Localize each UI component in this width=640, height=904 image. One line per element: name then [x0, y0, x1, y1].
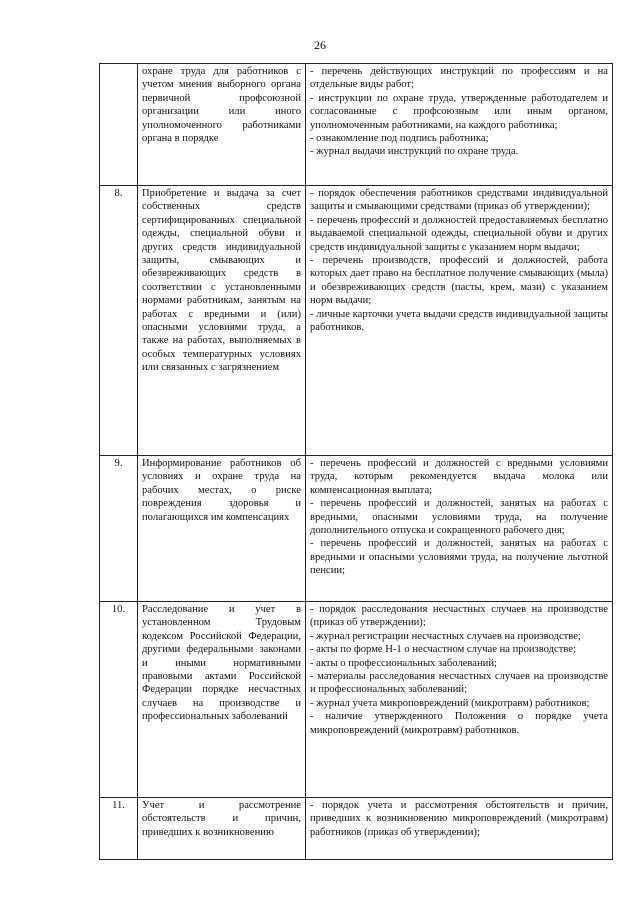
document-item: - перечень профессий и должностей, занятых на работах с вредными и опасными условиями труда, на получение льготной пенсии;: [310, 538, 608, 577]
requirement-text: Расследование и учет в установленном Трудовым кодексом Российской Федерации, другими федеральными законами и иными нормативными правовыми актами Российской Федерации порядке несчастных случаев на производстве и профессиональных заболеваний: [138, 602, 306, 798]
document-item: - акты о профессиональных заболеваний;: [310, 657, 497, 669]
requirements-table: [99, 63, 613, 860]
row-number: 8.: [100, 186, 138, 456]
requirement-text: Информирование работников об условиях и охране труда на рабочих местах, о риске повреждения здоровья и полагающихся им компенсациях: [138, 456, 306, 602]
requirement-text: охране труда для работников с учетом мнения выборного органа первичной профсоюзной организации или иного уполномоченного работниками органа в порядке: [138, 64, 306, 186]
document-item: - порядок расследования несчастных случаев на производстве (приказ об утверждении);: [310, 604, 608, 629]
document-item: - перечень производств, профессий и должностей, работа которых дает право на бесплатное получение смывающих (мыла) и обезвреживающих средств (пасты, крем, мази) с указанием норм выдачи;: [310, 255, 608, 307]
document-item: - инструкции по охране труда, утвержденные работодателем и согласованные с профсоюзным или иным органом, уполномоченным работниками, на каждого работника;: [310, 92, 608, 131]
document-item: - журнал учета микроповреждений (микротравм) работников;: [310, 697, 590, 709]
document-item: - материалы расследования несчастных случаев на производстве и профессиональных заболеваний;: [310, 671, 608, 696]
row-number: [100, 64, 138, 186]
document-item: - личные карточки учета выдачи средств индивидуальной защиты работников.: [310, 308, 608, 334]
document-item: - журнал регистрации несчастных случаев на производстве;: [310, 630, 581, 642]
document-item: - порядок обеспечения работников средствами индивидуальной защиты и смывающими средствами (приказ об утверждении);: [310, 188, 608, 213]
documents-cell: [306, 456, 613, 602]
documents-cell: [306, 186, 613, 456]
table-row: [100, 602, 613, 798]
row-number: 11.: [100, 798, 138, 860]
document-item: - перечень профессий и должностей, занятых на работах с вредными, опасными условиями труда, на получение дополнительного отпуска и сокращенного рабочего дня;: [310, 498, 608, 537]
document-item: - ознакомление под подпись работника;: [310, 133, 489, 145]
document-item: - перечень профессий и должностей предоставляемых бесплатно выдаваемой специальной одежды, специальной обуви и других средств индивидуальной защиты с указанием норм выдачи;: [310, 214, 608, 253]
document-item: - наличие утвержденного Положения о порядке учета микроповреждений (микротравм) работников.: [310, 711, 608, 736]
table-row: [100, 798, 613, 860]
document-item: - акты по форме Н-1 о несчастном случае на производстве;: [310, 644, 576, 656]
table-row: [100, 456, 613, 602]
requirement-text: Учет и рассмотрение обстоятельств и причин, приведших к возникновению: [138, 798, 306, 860]
page-number: 26: [314, 38, 326, 52]
document-item: - перечень действующих инструкций по профессиям и на отдельные виды работ;: [310, 66, 608, 91]
table-body: [100, 64, 613, 860]
document-item: - журнал выдачи инструкций по охране труда.: [310, 146, 519, 158]
table-row: [100, 64, 613, 186]
requirement-text: Приобретение и выдача за счет собственных средств сертифицированных специальной одежды, специальной обуви и других средств индивидуальной защиты, смывающих и обезвреживающих средств в соответствии с установленными нормами работникам, занятым на работах с вредными и (или) опасными условиями труда, а также на работах, выполняемых в особых температурных условиях или связанных с загрязнением: [138, 186, 306, 456]
documents-cell: [306, 602, 613, 798]
document-item: - перечень профессий и должностей с вредными условиями труда, которым рекомендуется выдача молока или компенсационная выплата;: [310, 458, 608, 496]
document-item: - порядок учета и рассмотрения обстоятельств и причин, приведших к возникновению микроповреждений (микротравм) работников (приказ об утверждении);: [310, 800, 608, 838]
documents-cell: [306, 64, 613, 186]
row-number: 9.: [100, 456, 138, 602]
table-row: [100, 186, 613, 456]
row-number: 10.: [100, 602, 138, 798]
documents-cell: [306, 798, 613, 860]
